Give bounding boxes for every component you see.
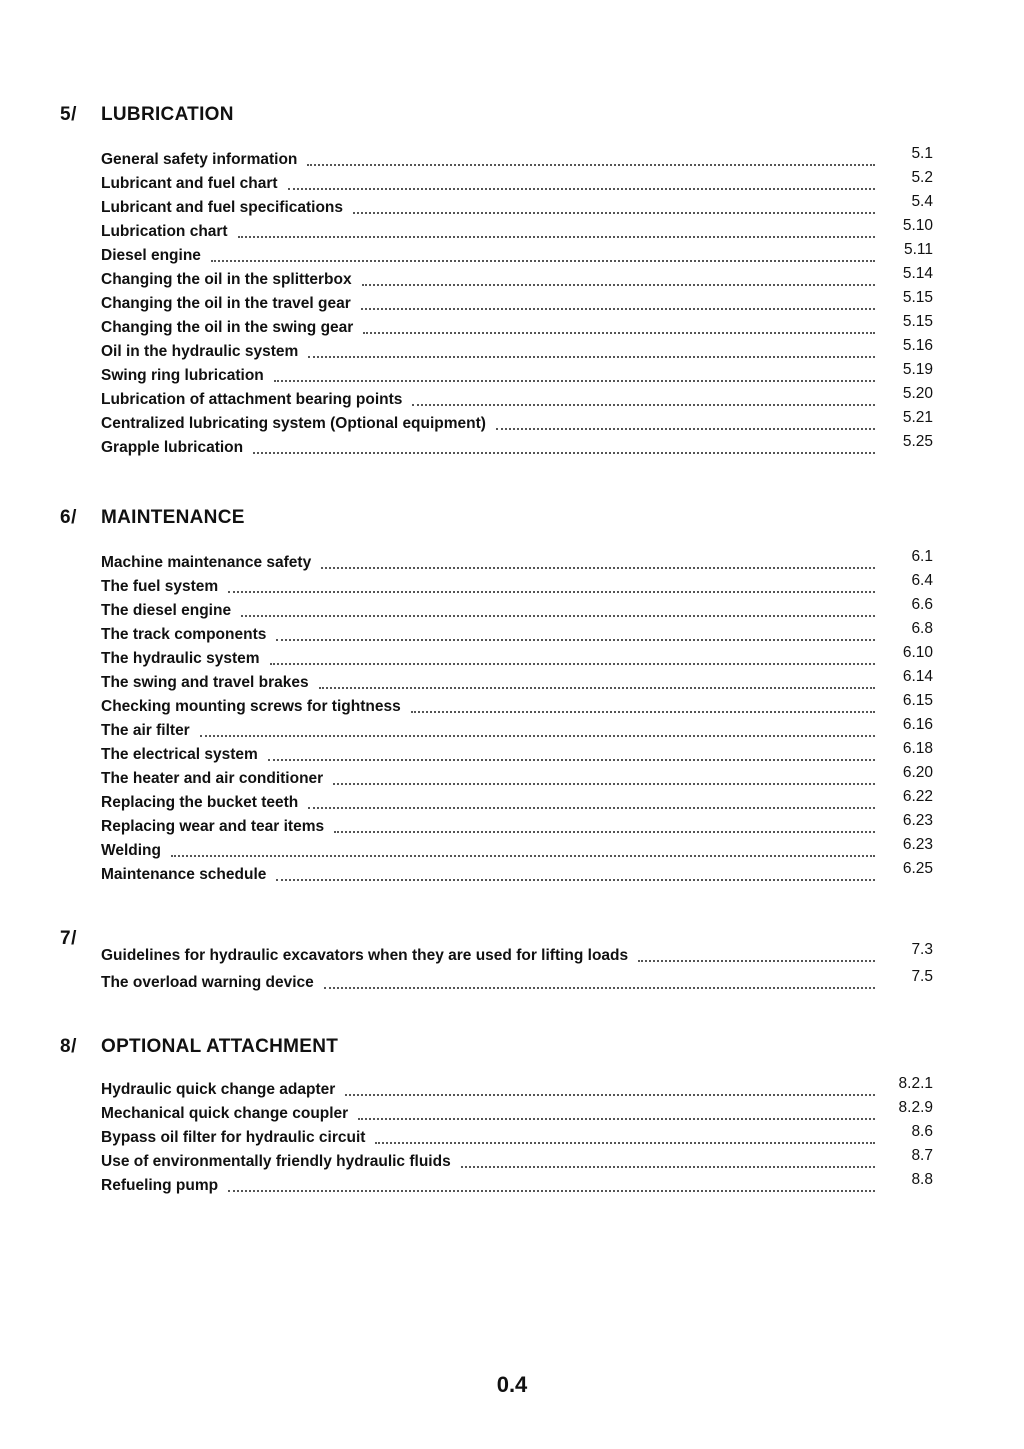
toc-entry-page: 6.22: [902, 788, 933, 805]
toc-entry[interactable]: [101, 669, 933, 693]
toc-entry-page: 8.8: [911, 1171, 933, 1188]
toc-entry-page: 6.16: [902, 716, 933, 733]
page-number: 0.4: [496, 1372, 528, 1397]
toc-entry-page: 6.6: [911, 596, 933, 613]
toc-entry[interactable]: [101, 242, 933, 266]
toc-entry-title: The swing and travel brakes: [101, 674, 309, 691]
toc-entry-page: 5.10: [902, 217, 933, 234]
toc-entry-page: 6.23: [902, 812, 933, 829]
toc-entry-page: 5.2: [911, 169, 933, 186]
toc-entry[interactable]: [101, 362, 933, 386]
toc-entry-title: Machine maintenance safety: [101, 554, 312, 571]
section-number: 7/: [60, 928, 77, 949]
toc-entry-title: Diesel engine: [101, 247, 201, 264]
toc-entry-title: The hydraulic system: [101, 650, 260, 667]
toc-entry-page: 6.1: [911, 548, 933, 565]
toc-entry-title: Centralized lubricating system (Optional equipment): [101, 415, 486, 432]
dot-leader: [171, 854, 875, 857]
toc-entry-page: 5.1: [911, 145, 933, 162]
toc-entry-page: 5.15: [902, 313, 933, 330]
toc-entry-title: Maintenance schedule: [101, 866, 267, 883]
dot-leader: [200, 734, 875, 737]
dot-leader: [353, 211, 875, 214]
toc-entry-page: 5.16: [902, 337, 933, 354]
toc-entry-title: Mechanical quick change coupler: [101, 1105, 349, 1122]
toc-entry-page: 6.10: [902, 644, 933, 661]
dot-leader: [324, 986, 875, 989]
toc-entry-title: Replacing wear and tear items: [101, 818, 325, 835]
toc-entry-title: Bypass oil filter for hydraulic circuit: [101, 1129, 366, 1146]
toc-entry-page: 5.15: [902, 289, 933, 306]
toc-entry[interactable]: [101, 765, 933, 789]
dot-leader: [241, 614, 875, 617]
toc-entry-title: Lubricant and fuel chart: [101, 175, 278, 192]
toc-entry-page: 5.25: [902, 433, 933, 450]
dot-leader: [362, 283, 875, 286]
toc-entry-title: Oil in the hydraulic system: [101, 343, 299, 360]
toc-entry[interactable]: [101, 314, 933, 338]
dot-leader: [274, 379, 875, 382]
toc-entry-page: 5.19: [902, 361, 933, 378]
dot-leader: [375, 1141, 875, 1144]
toc-entry-page: 8.7: [911, 1147, 933, 1164]
toc-entry[interactable]: [101, 621, 933, 645]
section-header: [0, 507, 1024, 537]
toc-entry[interactable]: [101, 969, 933, 993]
toc-entry[interactable]: [101, 717, 933, 741]
dot-leader: [307, 163, 875, 166]
toc-section-optional-attachment: [0, 1036, 1024, 1194]
toc-entry[interactable]: [101, 645, 933, 669]
dot-leader: [228, 590, 875, 593]
toc-section-lubrication: [0, 104, 1024, 456]
dot-leader: [276, 638, 875, 641]
toc-entry[interactable]: [101, 1148, 933, 1172]
section-number: 6/: [60, 507, 77, 528]
dot-leader: [363, 331, 875, 334]
dot-leader: [411, 710, 875, 713]
toc-entry-page: 8.2.1: [898, 1075, 933, 1092]
toc-entry-page: 7.3: [911, 941, 933, 958]
toc-entry-title: Replacing the bucket teeth: [101, 794, 299, 811]
toc-entry-title: Swing ring lubrication: [101, 367, 264, 384]
dot-leader: [319, 686, 875, 689]
dot-leader: [345, 1093, 875, 1096]
toc-entry[interactable]: [101, 549, 933, 573]
toc-entry-page: 6.20: [902, 764, 933, 781]
toc-entry[interactable]: [101, 170, 933, 194]
toc-entry[interactable]: [101, 386, 933, 410]
toc-entry-page: 8.6: [911, 1123, 933, 1140]
dot-leader: [461, 1165, 875, 1168]
toc-entry-page: 8.2.9: [898, 1099, 933, 1116]
toc-entry[interactable]: [101, 597, 933, 621]
toc-entry[interactable]: [101, 434, 933, 458]
toc-entry-title: The air filter: [101, 722, 190, 739]
toc-entry-title: Checking mounting screws for tightness: [101, 698, 401, 715]
toc-entry[interactable]: [101, 789, 933, 813]
section-header: [0, 1036, 1024, 1066]
toc-entry[interactable]: [101, 942, 933, 966]
toc-entry-page: 5.20: [902, 385, 933, 402]
toc-entry[interactable]: [101, 290, 933, 314]
dot-leader: [334, 830, 875, 833]
toc-entry-title: The heater and air conditioner: [101, 770, 324, 787]
dot-leader: [288, 187, 875, 190]
toc-entry[interactable]: [101, 573, 933, 597]
toc-entry-page: 6.15: [902, 692, 933, 709]
toc-entry[interactable]: [101, 1172, 933, 1196]
toc-entry-title: Lubricant and fuel specifications: [101, 199, 344, 216]
section-title: MAINTENANCE: [101, 507, 245, 528]
toc-entry[interactable]: [101, 1124, 933, 1148]
toc-entry-title: The diesel engine: [101, 602, 232, 619]
toc-entry-title: The overload warning device: [101, 974, 314, 991]
toc-entry-title: The electrical system: [101, 746, 258, 763]
toc-entry-title: The track components: [101, 626, 267, 643]
toc-entry-title: Grapple lubrication: [101, 439, 244, 456]
toc-entry[interactable]: [101, 1076, 933, 1100]
dot-leader: [412, 403, 875, 406]
section-title: OPTIONAL ATTACHMENT: [101, 1036, 339, 1057]
toc-entry-page: 6.23: [902, 836, 933, 853]
dot-leader: [496, 427, 875, 430]
toc-entry-page: 7.5: [911, 968, 933, 985]
toc-entry[interactable]: [101, 837, 933, 861]
dot-leader: [333, 782, 875, 785]
toc-entry-title: Changing the oil in the splitterbox: [101, 271, 352, 288]
toc-entry[interactable]: [101, 266, 933, 290]
toc-entry-page: 6.14: [902, 668, 933, 685]
dot-leader: [308, 806, 875, 809]
toc-entry[interactable]: [101, 693, 933, 717]
toc-entry[interactable]: [101, 146, 933, 170]
dot-leader: [638, 959, 875, 962]
dot-leader: [308, 355, 875, 358]
dot-leader: [358, 1117, 875, 1120]
toc-entry-page: 6.25: [902, 860, 933, 877]
toc-section-7: [0, 928, 1024, 991]
toc-entry-title: Hydraulic quick change adapter: [101, 1081, 336, 1098]
dot-leader: [361, 307, 875, 310]
section-header: [0, 104, 1024, 134]
toc-entry-page: 6.8: [911, 620, 933, 637]
toc-section-maintenance: [0, 507, 1024, 883]
dot-leader: [211, 259, 875, 262]
toc-entry[interactable]: [101, 813, 933, 837]
toc-entry[interactable]: [101, 338, 933, 362]
dot-leader: [321, 566, 875, 569]
toc-entry[interactable]: [101, 1100, 933, 1124]
toc-entry-page: 5.21: [902, 409, 933, 426]
toc-entry-title: Lubrication chart: [101, 223, 228, 240]
dot-leader: [238, 235, 875, 238]
toc-entry-title: Lubrication of attachment bearing points: [101, 391, 403, 408]
toc-entry-title: Changing the oil in the swing gear: [101, 319, 354, 336]
dot-leader: [270, 662, 875, 665]
toc-entry[interactable]: [101, 194, 933, 218]
toc-entry-page: 5.14: [902, 265, 933, 282]
toc-entry-page: 6.18: [902, 740, 933, 757]
dot-leader: [253, 451, 875, 454]
toc-entry-title: Refueling pump: [101, 1177, 219, 1194]
toc-entry[interactable]: [101, 218, 933, 242]
toc-entry-title: Guidelines for hydraulic excavators when they are used for lifting loads: [101, 947, 629, 964]
dot-leader: [268, 758, 875, 761]
section-number: 8/: [60, 1036, 77, 1057]
toc-entry-title: The fuel system: [101, 578, 219, 595]
toc-entry-page: 6.4: [911, 572, 933, 589]
dot-leader: [228, 1189, 875, 1192]
toc-entry-page: 5.4: [911, 193, 933, 210]
toc-entry-title: Changing the oil in the travel gear: [101, 295, 351, 312]
section-number: 5/: [60, 104, 77, 125]
toc-entry-page: 5.11: [903, 241, 933, 258]
toc-entry-title: General safety information: [101, 151, 298, 168]
toc-entry-title: Welding: [101, 842, 161, 859]
toc-entry[interactable]: [101, 861, 933, 885]
toc-entry-title: Use of environmentally friendly hydraulic fluids: [101, 1153, 451, 1170]
toc-entry[interactable]: [101, 410, 933, 434]
dot-leader: [276, 878, 875, 881]
toc-entry[interactable]: [101, 741, 933, 765]
section-title: LUBRICATION: [101, 104, 234, 125]
